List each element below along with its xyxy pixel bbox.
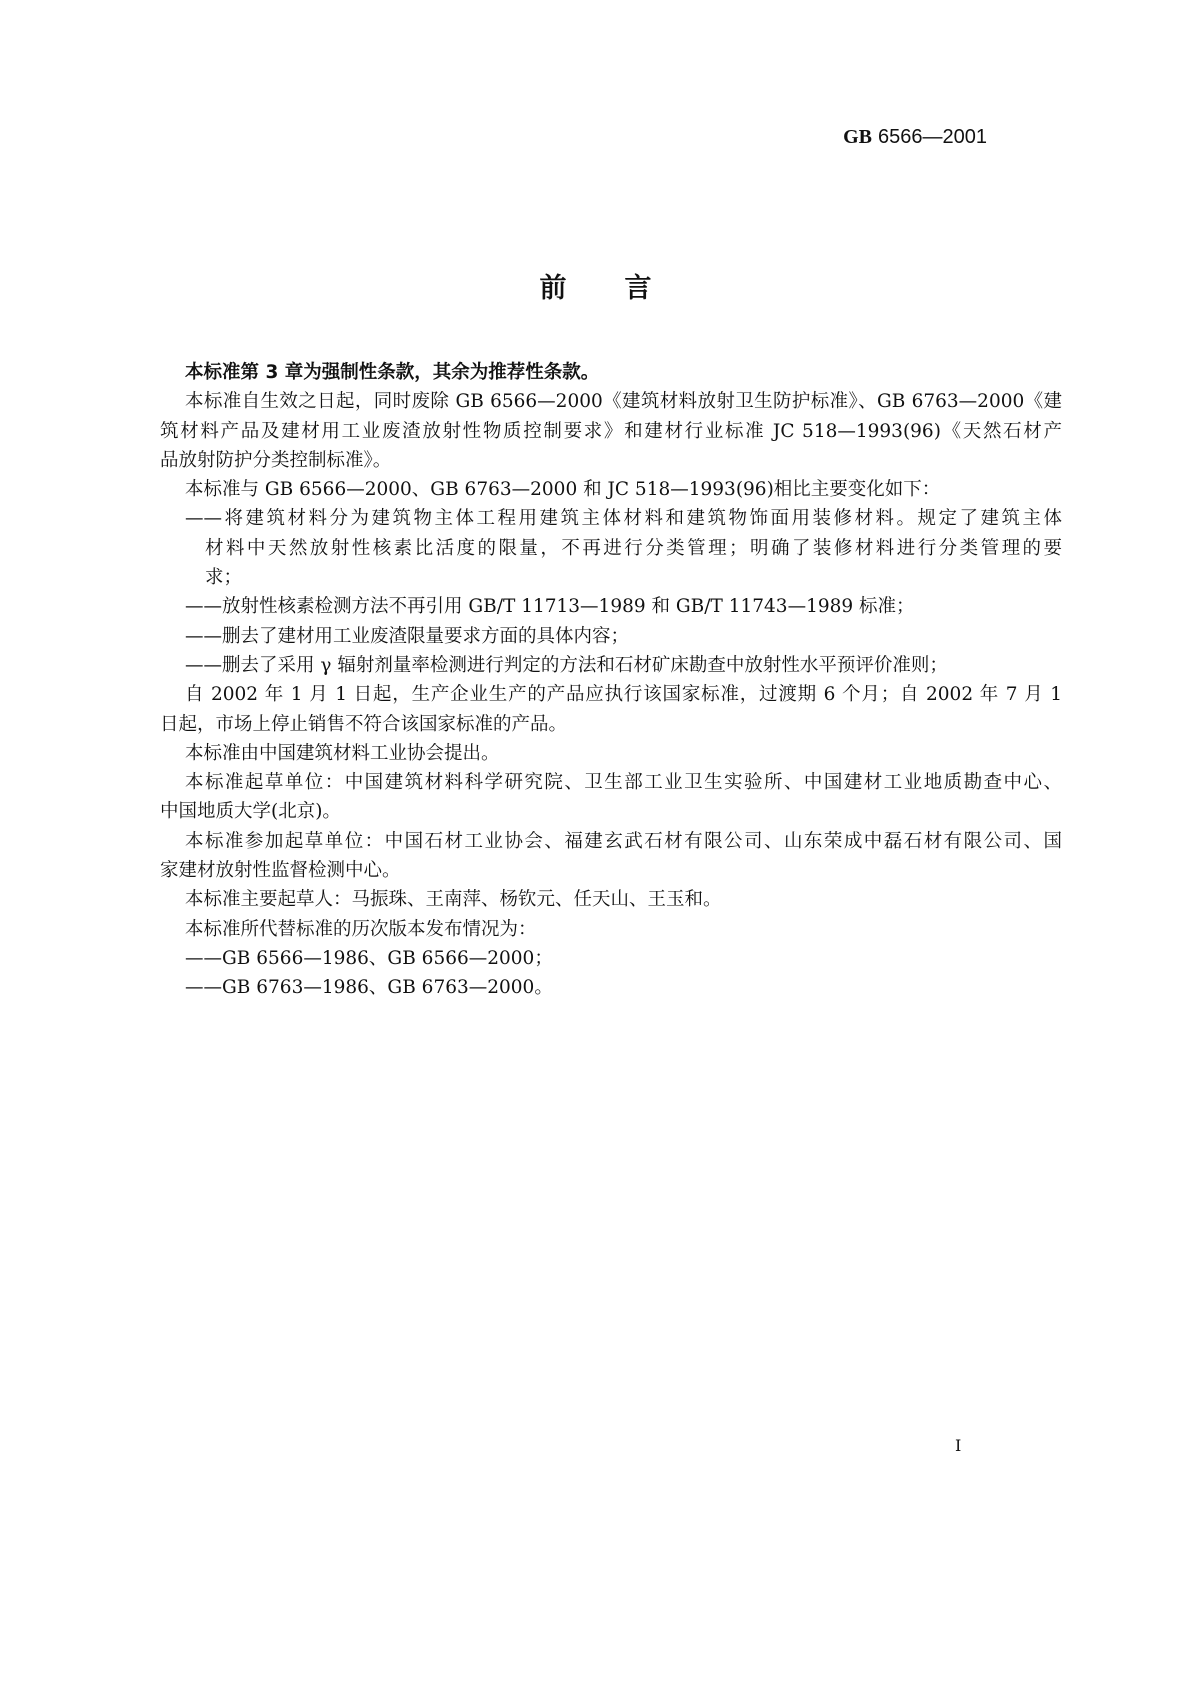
text-line: 本标准与 GB 6566—2000、GB 6763—2000 和 JC 518—1993(96)相比主要变化如下： xyxy=(185,479,941,501)
list-item: ——GB 6763—1986、GB 6763—2000。 xyxy=(185,977,553,999)
text-line: 本标准主要起草人：马振珠、王南萍、杨钦元、任天山、王玉和。 xyxy=(185,889,722,911)
standard-number: 6566—2001 xyxy=(878,126,987,148)
mandatory-clause-note: 本标准第 3 章为强制性条款，其余为推荐性条款。 xyxy=(185,362,600,383)
list-item-continuation: 求； xyxy=(205,567,243,589)
list-item: ——删去了建材用工业废渣限量要求方面的具体内容； xyxy=(185,625,630,647)
list-item: ——删去了采用 γ 辐射剂量率检测进行判定的方法和石材矿床勘查中放射性水平预评价准则； xyxy=(185,654,948,676)
text-line: 本标准由中国建筑材料工业协会提出。 xyxy=(185,742,500,764)
list-item: ——放射性核素检测方法不再引用 GB/T 11713—1989 和 GB/T 11743—1989 标准； xyxy=(185,596,915,618)
foreword-body xyxy=(160,358,1062,1003)
text-line: 本标准自生效之日起，同时废除 GB 6566—2000《建筑材料放射卫生防护标准》、GB 6763—2000《建 xyxy=(185,391,1062,413)
text-line: 日起，市场上停止销售不符合该国家标准的产品。 xyxy=(160,713,568,735)
text-line: 中国地质大学(北京)。 xyxy=(160,801,341,823)
standard-code-header xyxy=(843,124,987,149)
text-line: 本标准起草单位：中国建筑材料科学研究院、卫生部工业卫生实验所、中国建材工业地质勘查中心、 xyxy=(185,772,1062,794)
list-item: ——将建筑材料分为建筑物主体工程用建筑主体材料和建筑物饰面用装修材料。规定了建筑主体 xyxy=(185,508,1062,530)
text-line: 本标准参加起草单位：中国石材工业协会、福建玄武石材有限公司、山东荣成中磊石材有限公司、国 xyxy=(185,830,1062,852)
list-item: ——GB 6566—1986、GB 6566—2000； xyxy=(185,947,553,969)
page-title: 前言 xyxy=(539,273,710,304)
text-line: 家建材放射性监督检测中心。 xyxy=(160,860,401,882)
text-line: 筑材料产品及建材用工业废渣放射性物质控制要求》和建材行业标准 JC 518—1993(96)《天然石材产 xyxy=(160,420,1062,442)
page-number: I xyxy=(955,1436,962,1455)
list-item-continuation: 材料中天然放射性核素比活度的限量，不再进行分类管理；明确了装修材料进行分类管理的要 xyxy=(205,537,1062,559)
text-line: 自 2002 年 1 月 1 日起，生产企业生产的产品应执行该国家标准，过渡期 6 个月；自 2002 年 7 月 1 xyxy=(185,684,1062,706)
text-line: 品放射防护分类控制标准》。 xyxy=(160,449,392,471)
standard-prefix: GB xyxy=(843,126,873,148)
text-line: 本标准所代替标准的历次版本发布情况为： xyxy=(185,918,537,940)
